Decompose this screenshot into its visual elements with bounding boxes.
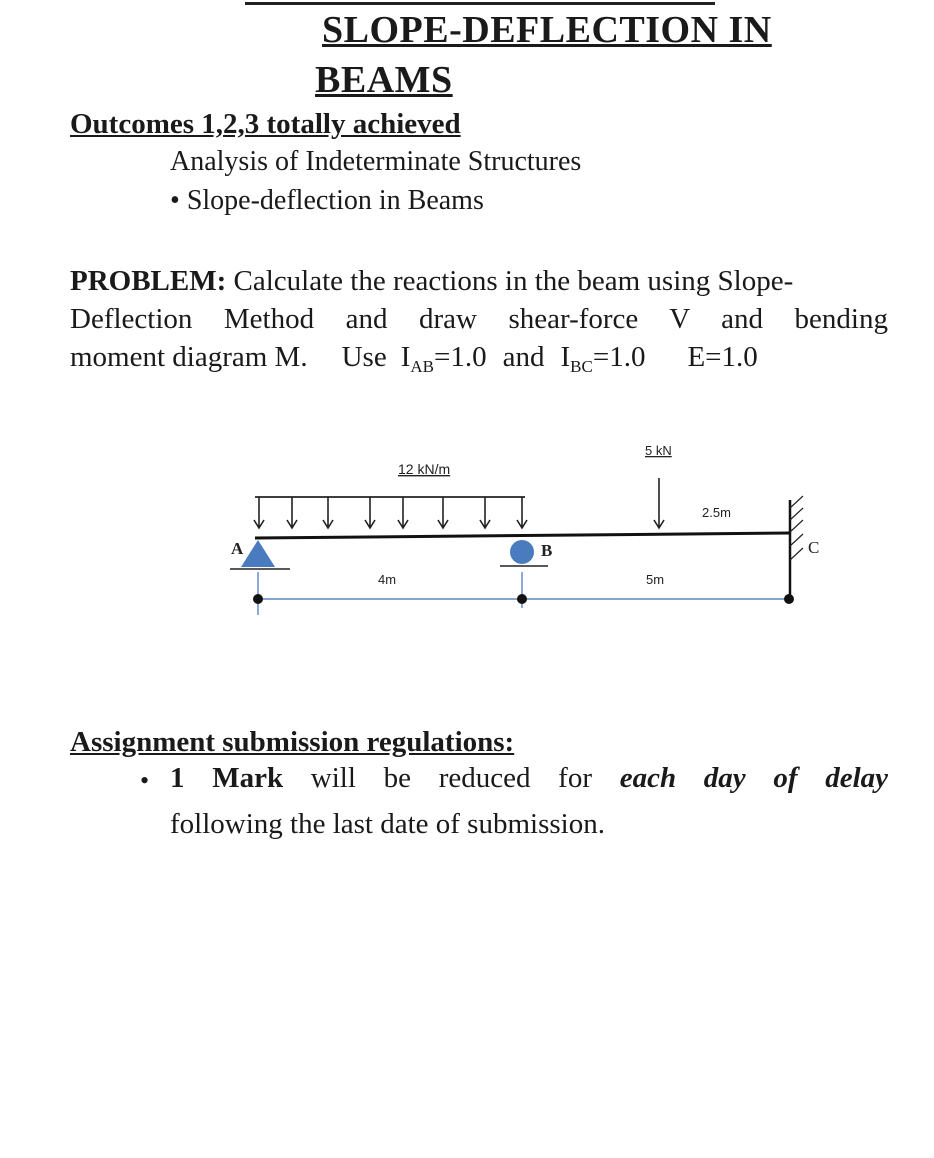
rule-mark: 1 Mark <box>170 762 284 794</box>
udl-arrow-icon <box>517 497 527 528</box>
use-word: Use <box>341 341 387 373</box>
course-name: Analysis of Indeterminate Structures <box>170 146 582 177</box>
page-title-line2: BEAMS <box>315 59 453 101</box>
udl-arrow-icon <box>365 497 375 528</box>
pin-support-a-icon <box>241 540 275 567</box>
node-a-label: A <box>231 539 244 558</box>
assignment-heading: Assignment submission regulations: <box>70 726 515 758</box>
page-title-line1: SLOPE-DEFLECTION IN <box>322 9 772 51</box>
problem-text-3: moment diagram M. <box>70 341 308 373</box>
e-value: E=1.0 <box>687 341 758 373</box>
assignment-rule-line1 <box>170 762 888 795</box>
dimension-right-label: 2.5m <box>702 505 731 520</box>
i-bc-value: =1.0 <box>592 341 646 373</box>
assignment-rule-line2: following the last date of submission. <box>170 808 605 840</box>
and-word: and <box>502 341 545 373</box>
udl-arrow-icon <box>287 497 297 528</box>
i-bc-letter: I <box>560 341 571 373</box>
udl-arrow-icon <box>398 497 408 528</box>
bullet-icon: • <box>170 185 180 216</box>
outcomes-heading: Outcomes 1,2,3 totally achieved <box>70 108 461 140</box>
udl-arrows <box>254 497 527 528</box>
dimension-node-a <box>253 594 263 604</box>
dimension-node-c <box>784 594 794 604</box>
problem-line-2: Deflection Method and draw shear-force V and bending <box>70 303 888 335</box>
udl-arrow-icon <box>438 497 448 528</box>
beam-line <box>255 533 790 538</box>
topic-label: Slope-deflection in Beams <box>186 185 484 216</box>
problem-label: PROBLEM: <box>70 265 227 297</box>
span-ab-label: 4m <box>378 572 397 587</box>
node-c-label: C <box>808 538 820 557</box>
fixed-support-hatch-icon <box>790 496 803 560</box>
i-ab-letter: I <box>400 341 411 373</box>
node-b-label: B <box>541 541 553 560</box>
udl-arrow-icon <box>480 497 490 528</box>
point-load-arrow-icon <box>654 478 664 528</box>
dimension-node-b <box>517 594 527 604</box>
rule-mid: will be reduced for <box>310 762 592 794</box>
rule-emphasis: each day of delay <box>619 762 889 794</box>
udl-arrow-icon <box>323 497 333 528</box>
i-ab-value: =1.0 <box>434 341 487 373</box>
bullet-icon: • <box>140 766 150 795</box>
i-ab-subscript: AB <box>410 357 434 376</box>
udl-label: 12 kN/m <box>398 461 451 477</box>
i-bc-subscript: BC <box>570 357 593 376</box>
roller-support-b-icon <box>510 540 534 564</box>
problem-text-1: Calculate the reactions in the beam using Slope- <box>233 265 794 297</box>
udl-arrow-icon <box>254 497 264 528</box>
span-bc-label: 5m <box>646 572 665 587</box>
point-load-label: 5 kN <box>645 443 672 458</box>
